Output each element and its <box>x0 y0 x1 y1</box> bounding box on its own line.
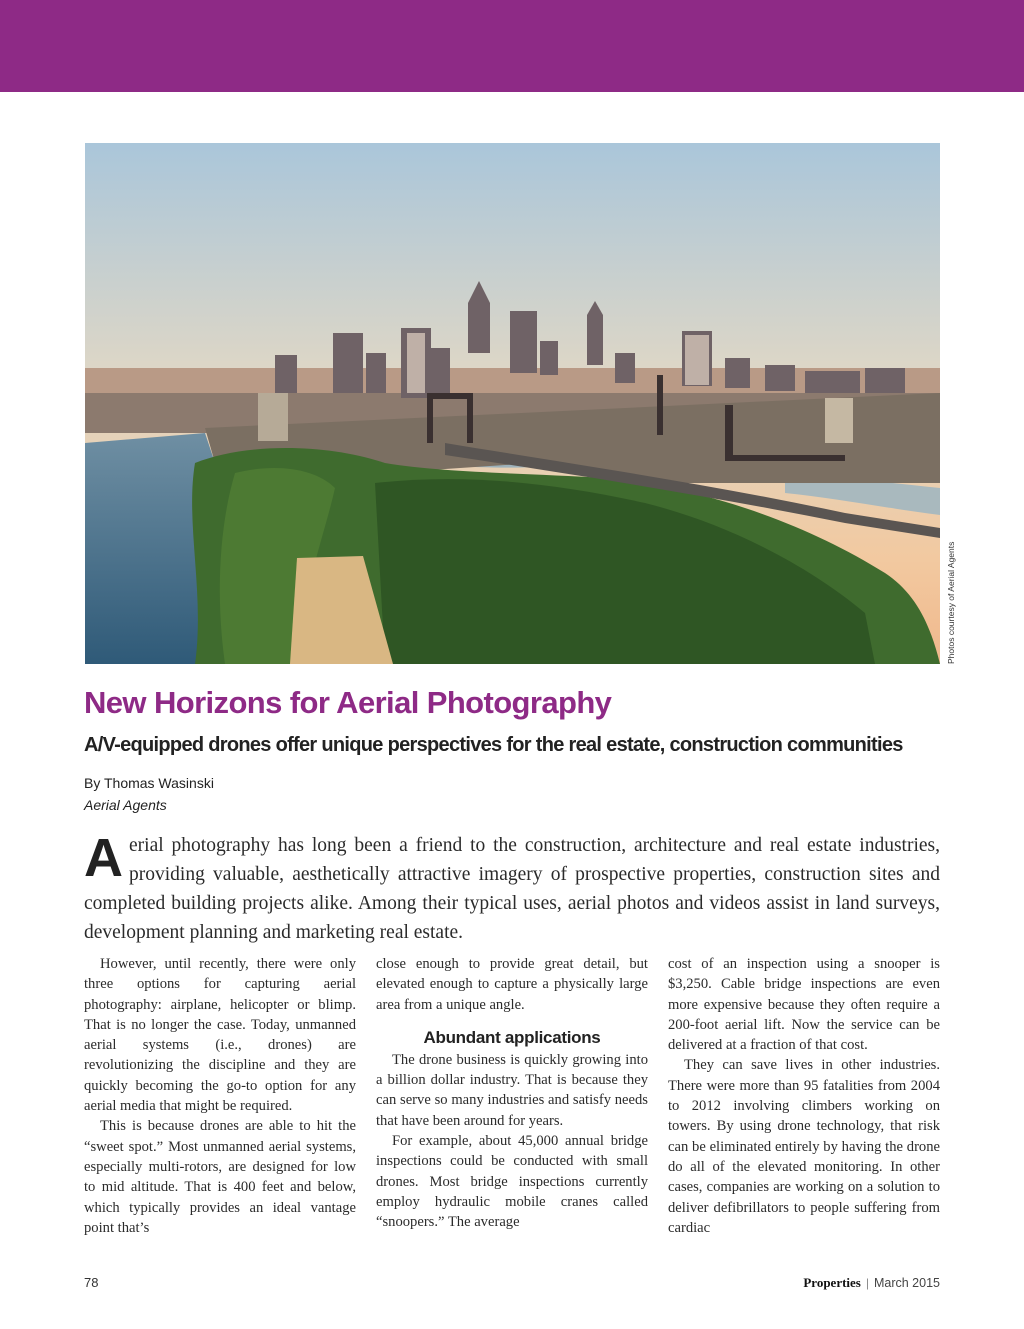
paragraph: close enough to provide great detail, but elevated enough to capture a physically large area from a unique angle. <box>376 956 648 1013</box>
paragraph: The drone business is quickly growing into a billion dollar industry. That is because they can serve so many industries and satisfy needs that have been around for years. <box>376 1051 648 1129</box>
paragraph: cost of an inspection using a snooper is $3,250. Cable bridge inspections are even more expensive because they often require a 200-foot aerial lift. Now the service can be delivered at a fraction of that cost. <box>668 956 940 1054</box>
author-byline: By Thomas Wasinski <box>84 775 214 791</box>
header-color-bar <box>0 0 1024 92</box>
paragraph: However, until recently, there were only three options for capturing aerial photography: airplane, helicopter or blimp. That is no longer the case. Today, unmanned aerial systems (i.e., drones) are revolutionizing the discipline and they are quickly becoming the go-to option for any aerial media that might be required. <box>84 956 356 1115</box>
lead-paragraph <box>84 828 940 947</box>
cleveland-skyline-aerial-photo <box>85 143 940 664</box>
footer-folio <box>803 1275 940 1291</box>
page-number: 78 <box>84 1275 99 1290</box>
paragraph: They can save lives in other industries. There were more than 95 fatalities from 2004 to 2012 involving climbers working on towers. By using drone technology, that risk can be eliminated entirely by having the drone do all of the elevated monitoring. In other cases, companies are working on a solution to deliver defibrillators to people suffering from cardiac <box>668 1057 940 1236</box>
paragraph: This is because drones are able to hit the “sweet spot.” Most unmanned aerial systems, especially multi-rotors, are designed for low to mid altitude. That is 400 feet and below, which typically provides an ideal vantage point that’s <box>84 1118 356 1236</box>
article-title: New Horizons for Aerial Photography <box>84 685 612 720</box>
photo-credit: Photos courtesy of Aerial Agents <box>946 541 956 664</box>
body-column-3 <box>668 954 940 1260</box>
article-subtitle: A/V-equipped drones offer unique perspectives for the real estate, construction communities <box>84 734 903 756</box>
lead-text: erial photography has long been a friend to the construction, architecture and real estate industries, providing valuable, aesthetically attractive imagery of prospective properties, construction sites and completed building projects alike. Among their typical uses, aerial photos and videos assist in land surveys, development planning and marketing real estate. <box>84 835 940 943</box>
author-affiliation: Aerial Agents <box>84 797 167 813</box>
drop-cap: A <box>84 828 123 888</box>
magazine-name: Properties <box>803 1275 861 1290</box>
body-column-1 <box>84 954 356 1260</box>
issue-date: March 2015 <box>873 1276 940 1290</box>
body-column-2 <box>376 954 648 1260</box>
section-heading: Abundant applications <box>423 1027 601 1047</box>
paragraph: For example, about 45,000 annual bridge inspections could be conducted with small drones. Most bridge inspections currently employ hydraulic mobile cranes called “snoopers.” The average <box>376 1133 648 1231</box>
footer-separator: | <box>866 1275 869 1290</box>
